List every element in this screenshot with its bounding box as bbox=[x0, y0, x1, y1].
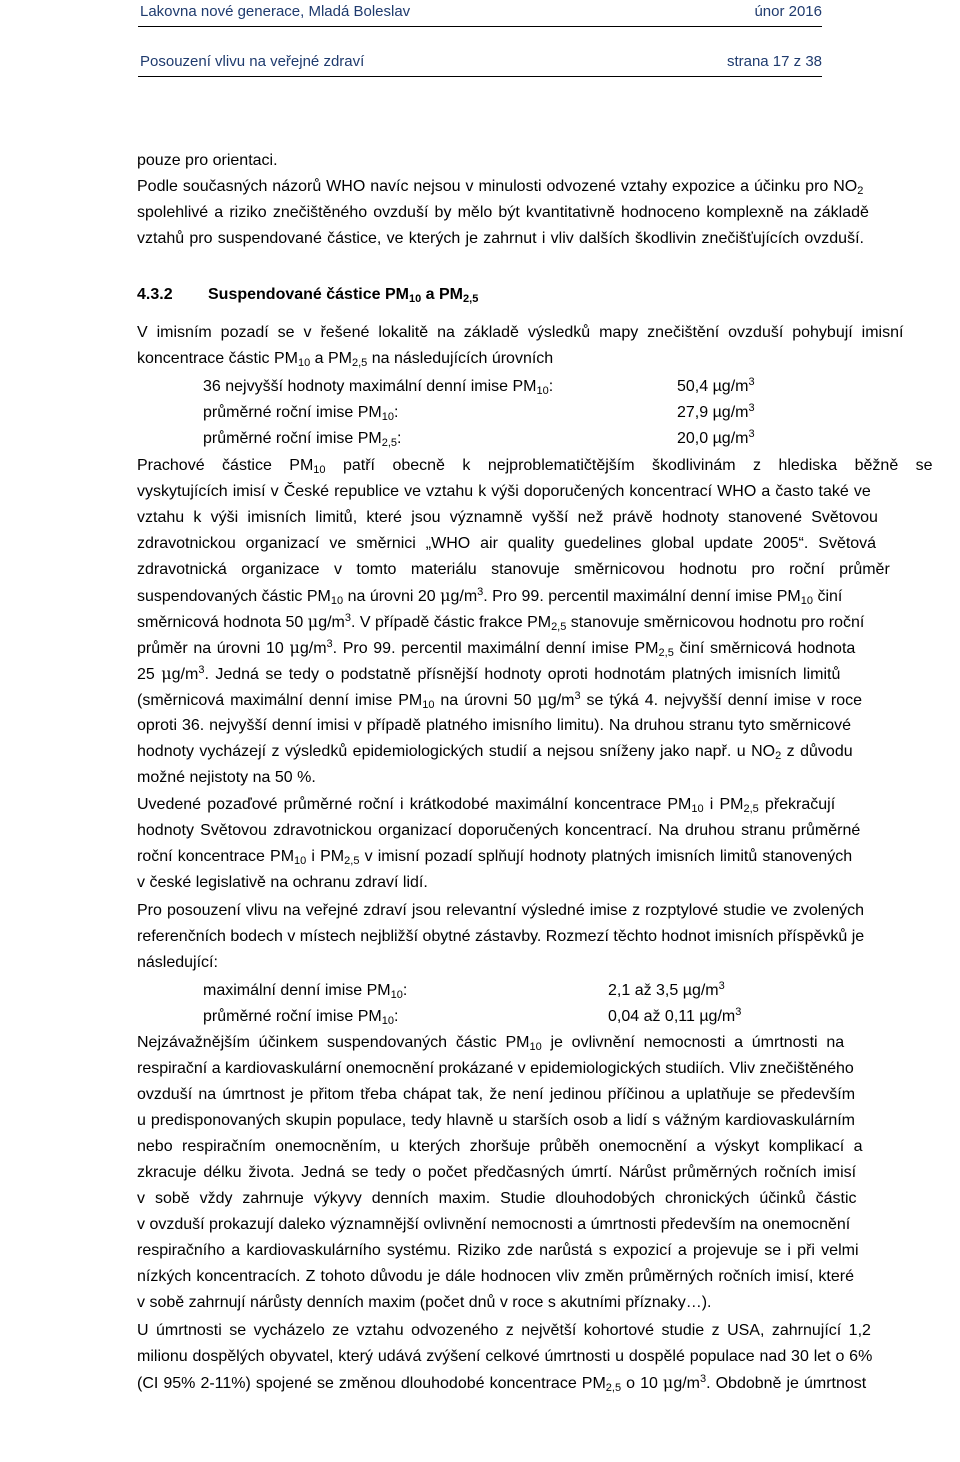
text-line: možné nejistoty na 50 %. bbox=[137, 769, 316, 786]
document-subheader bbox=[140, 53, 822, 70]
text-line: Uvedené pozaďové průměrné roční i krátkodobé maximální koncentrace PM10 i PM2,5 překračují bbox=[137, 796, 836, 815]
text-line: Nejzávažnějším účinkem suspendovaných částic PM10 je ovlivnění nemocnosti a úmrtnosti na bbox=[137, 1034, 845, 1053]
text-line: ovzduší na úmrtnost je přitom třeba chápat tak, že není jedinou příčinou a uplatňuje se především bbox=[137, 1086, 856, 1103]
header-project: Lakovna nové generace, Mladá Boleslav bbox=[140, 3, 411, 20]
text-line: hodnoty Světovou zdravotnickou organizací doporučených koncentrací. Na druhou stranu průměrné bbox=[137, 822, 861, 839]
value-label: průměrné roční imise PM2,5: bbox=[203, 430, 402, 449]
text-line: vyskytujících imisí v České republice ve vztahu k výši doporučených koncentrací WHO a často také ve bbox=[137, 483, 871, 500]
text-line: zdravotnická organizace v tomto materiálu stanovuje směrnicovou hodnotu pro roční průměr bbox=[137, 561, 890, 578]
text-line: v sobě zahrnují nárůsty denních maxim (počet dnů v roce s akutními příznaky…). bbox=[137, 1294, 712, 1311]
text-line: (CI 95% 2-11%) spojené se změnou dlouhodobé koncentrace PM2,5 o 10 $\mu g/m^3$. Obdobně je úmrtnost bbox=[137, 1373, 867, 1394]
value-label: maximální denní imise PM10: bbox=[203, 982, 408, 1001]
text-line: V imisním pozadí se v řešené lokalitě na základě výsledků mapy znečištění ovzduší pohybují imisní bbox=[137, 324, 904, 341]
text-line: spolehlivé a riziko znečištěného ovzduší by mělo být kvantitativně hodnoceno komplexně na základě bbox=[137, 204, 869, 221]
header-section: Posouzení vlivu na veřejné zdraví bbox=[140, 53, 365, 70]
section-title: Suspendované částice PM10 a PM2,5 bbox=[208, 286, 479, 305]
header-page-number: strana 17 z 38 bbox=[726, 53, 822, 70]
value-amount: 0,04 až 0,11 $\mu g/m^3$ bbox=[608, 1006, 742, 1025]
text-line: průměr na úrovni 10 $\mu g/m^3$. Pro 99. percentil maximální denní imise PM2,5 činí směrnicová hodnota bbox=[137, 638, 856, 659]
text-line: vztahu k výši imisních limitů, které jsou významně vyšší než právě hodnoty stanovené Světovou bbox=[137, 509, 878, 526]
section-number: 4.3.2 bbox=[137, 286, 173, 303]
header-rule bbox=[138, 26, 822, 27]
text-line: suspendovaných částic PM10 na úrovni 20 $\mu g/m^3$. Pro 99. percentil maximální denní imise PM10 činí bbox=[137, 586, 843, 607]
text-line: v ovzduší prokazují daleko významnější ovlivnění nemocnosti a úmrtnosti především na onemocnění bbox=[137, 1216, 851, 1233]
value-amount: 27,9 $\mu g/m^3$ bbox=[677, 402, 755, 421]
text-line: milionu dospělých obyvatel, který udává zvýšení celkové úmrtnosti u dospělé populace nad 30 let o 6% bbox=[137, 1348, 873, 1365]
text-line: Prachové částice PM10 patří obecně k nejproblematičtějším škodlivinám z hlediska běžně se bbox=[137, 457, 933, 476]
value-label: průměrné roční imise PM10: bbox=[203, 1008, 399, 1027]
text-line: koncentrace částic PM10 a PM2,5 na následujících úrovních bbox=[137, 350, 554, 369]
text-line: vztahů pro suspendované částice, ve kterých je zahrnut i vliv dalších škodlivin znečišťujících ovzduší. bbox=[137, 230, 864, 247]
text-line: následující: bbox=[137, 954, 218, 971]
value-label: 36 nejvyšší hodnoty maximální denní imise PM10: bbox=[203, 378, 554, 397]
value-amount: 20,0 $\mu g/m^3$ bbox=[677, 428, 755, 447]
text-line: referenčních bodech v místech nejbližší obytné zástavby. Rozmezí těchto hodnot imisních příspěvků je bbox=[137, 928, 865, 945]
value-amount: 50,4 $\mu g/m^3$ bbox=[677, 376, 755, 395]
text-line: hodnoty vycházejí z výsledků epidemiologických studií a nejsou sníženy jako např. u NO2 z důvodu bbox=[137, 743, 853, 762]
document-header bbox=[140, 3, 822, 20]
text-line: pouze pro orientaci. bbox=[137, 152, 278, 169]
text-line: Podle současných názorů WHO navíc nejsou v minulosti odvozené vztahy expozice a účinku pro NO2 bbox=[137, 178, 864, 197]
text-line: nebo respiračním onemocněním, u kterých zhoršuje průběh onemocnění a výskyt komplikací a bbox=[137, 1138, 863, 1155]
text-line: u predisponovaných skupin populace, tedy hlavně u starších osob a lidí s vážným kardiovaskulárním bbox=[137, 1112, 855, 1129]
text-line: 25 $\mu g/m^3$. Jedná se tedy o podstatně přísnější hodnoty oproti hodnotám platných imisních limitů bbox=[137, 664, 841, 683]
text-line: zkracuje délku života. Jedná se tedy o počet předčasných úmrtí. Nárůst průměrných ročních imisí bbox=[137, 1164, 857, 1181]
text-line: nízkých koncentracích. Z tohoto důvodu je dále hodnocen vliv změn průměrných ročních imisí, které bbox=[137, 1268, 855, 1285]
text-line: zdravotnickou organizací ve směrnici „WHO air quality guedelines global update 2005“. Světová bbox=[137, 535, 877, 552]
text-line: respiračního a kardiovaskulárního systému. Riziko zde narůstá s expozicí a projevuje se i při velmi bbox=[137, 1242, 859, 1259]
text-line: roční koncentrace PM10 i PM2,5 v imisní pozadí splňují hodnoty platných imisních limitů stanovených bbox=[137, 848, 853, 867]
value-amount: 2,1 až 3,5 $\mu g/m^3$ bbox=[608, 980, 725, 999]
text-line: směrnicová hodnota 50 $\mu g/m^3$. V případě částic frakce PM2,5 stanovuje směrnicovou hodnotu pro roční bbox=[137, 612, 865, 633]
subheader-rule bbox=[138, 76, 822, 77]
text-line: respirační a kardiovaskulární onemocnění prokázané v epidemiologických studiích. Vliv znečištěného bbox=[137, 1060, 854, 1077]
text-line: U úmrtnosti se vycházelo ze vztahu odvozeného z největší kohortové studie z USA, zahrnující 1,2 bbox=[137, 1322, 871, 1339]
header-date: únor 2016 bbox=[754, 3, 822, 20]
value-label: průměrné roční imise PM10: bbox=[203, 404, 399, 423]
text-line: v sobě vždy zahrnuje výkyvy denních maxim. Studie dlouhodobých chronických účinků částic bbox=[137, 1190, 857, 1207]
text-line: oproti 36. nejvyšší denní imisi v případě platného imisního limitu). Na druhou stranu tyto směrnicové bbox=[137, 717, 852, 734]
text-line: (směrnicová maximální denní imise PM10 na úrovni 50 $\mu g/m^3$ se týká 4. nejvyšší denní imise v roce bbox=[137, 690, 863, 711]
text-line: Pro posouzení vlivu na veřejné zdraví jsou relevantní výsledné imise z rozptylové studie ve zvolených bbox=[137, 902, 864, 919]
text-line: v české legislativě na ochranu zdraví lidí. bbox=[137, 874, 428, 891]
